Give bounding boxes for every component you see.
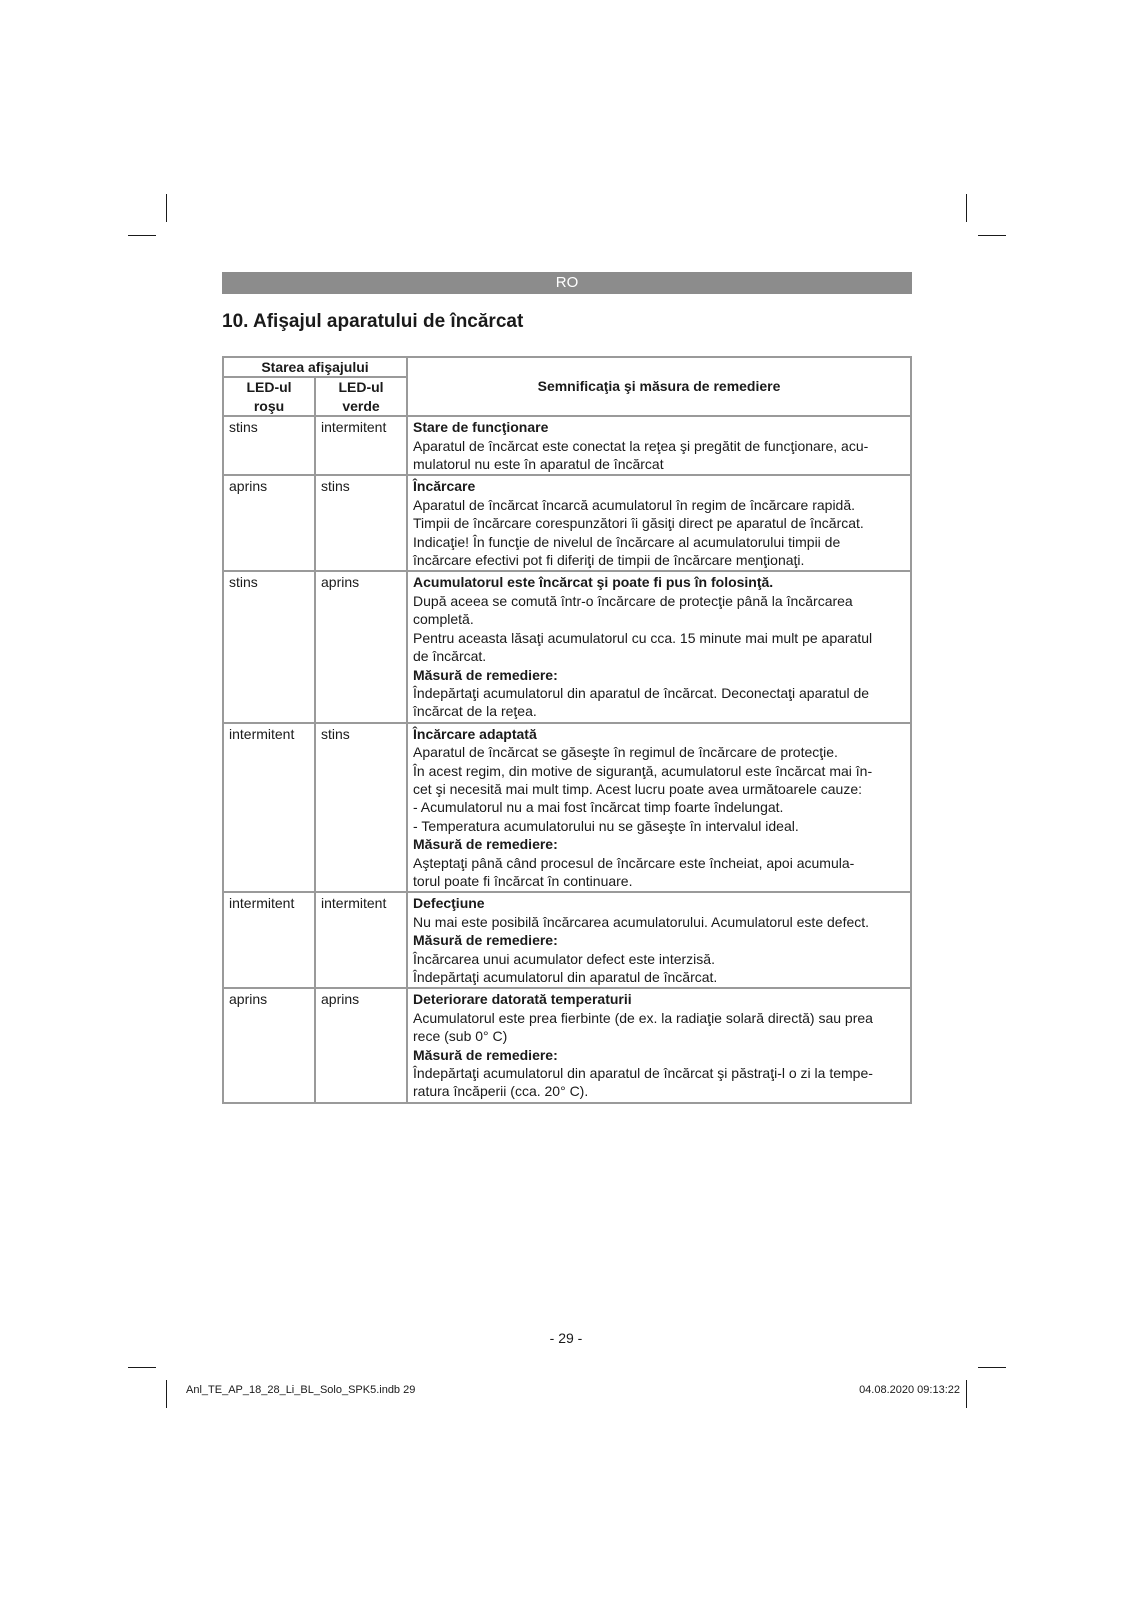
table-row (223, 475, 911, 571)
meaning-text: Aşteptaţi până când procesul de încărcare este încheiat, apoi acumula- (413, 854, 855, 871)
green-led-state: intermitent (315, 892, 407, 988)
meaning-text: Aparatul de încărcat încarcă acumulatorul în regim de încărcare rapidă. (413, 496, 856, 513)
table-row (223, 988, 911, 1102)
meaning-cell (407, 988, 911, 1102)
meaning-text: Pentru aceasta lăsaţi acumulatorul cu cca. 15 minute mai mult pe aparatul (413, 629, 873, 646)
green-led-header: LED-ul verde (315, 377, 407, 416)
meaning-text: de încărcat. (413, 648, 487, 665)
meaning-cell (407, 892, 911, 988)
crop-mark (128, 235, 156, 236)
meaning-cell (407, 475, 911, 571)
meaning-heading: Măsură de remediere: (413, 836, 558, 853)
meaning-text: încărcat de la reţea. (413, 703, 537, 720)
meaning-text: mulatorul nu este în aparatul de încărcat (413, 456, 664, 473)
page-number: - 29 - (549, 1330, 583, 1346)
table-row (223, 723, 911, 893)
red-led-state: intermitent (223, 723, 315, 893)
meaning-header: Semnificaţia şi măsura de remediere (407, 357, 911, 416)
red-led-state: intermitent (223, 892, 315, 988)
meaning-text: - Acumulatorul nu a mai fost încărcat timp foarte îndelungat. (413, 799, 784, 816)
meaning-text: Indicaţie! În funcţie de nivelul de încărcare al acumulatorului timpii de (413, 533, 841, 550)
red-led-state: aprins (223, 475, 315, 571)
footer-file: Anl_TE_AP_18_28_Li_BL_Solo_SPK5.indb 29 (186, 1384, 416, 1396)
meaning-heading: Măsură de remediere: (413, 666, 558, 683)
green-led-state: stins (315, 723, 407, 893)
red-led-state: stins (223, 416, 315, 475)
meaning-cell (407, 571, 911, 722)
language-bar: RO (222, 272, 912, 294)
meaning-text: - Temperatura acumulatorului nu se găseşte în intervalul ideal. (413, 817, 799, 834)
meaning-text: Îndepărtaţi acumulatorul din aparatul de încărcat. Deconectaţi aparatul de (413, 684, 870, 701)
meaning-heading: Încărcare (413, 478, 476, 495)
meaning-text: ratura încăperii (cca. 20° C). (413, 1083, 589, 1100)
meaning-heading: Măsură de remediere: (413, 1046, 558, 1063)
meaning-text: Aparatul de încărcat se găseşte în regimul de încărcare de protecţie. (413, 744, 838, 761)
display-status-table (222, 356, 912, 1104)
meaning-heading: Acumulatorul este încărcat şi poate fi pus în folosinţă. (413, 574, 774, 591)
meaning-text: În acest regim, din motive de siguranţă, acumulatorul este încărcat mai în- (413, 762, 873, 779)
table-row (223, 892, 911, 988)
meaning-heading: Stare de funcţionare (413, 419, 549, 436)
green-led-state: aprins (315, 988, 407, 1102)
green-led-state: intermitent (315, 416, 407, 475)
meaning-text: rece (sub 0° C) (413, 1028, 508, 1045)
red-led-state: aprins (223, 988, 315, 1102)
meaning-cell (407, 416, 911, 475)
meaning-text: Nu mai este posibilă încărcarea acumulatorului. Acumulatorul este defect. (413, 913, 870, 930)
green-led-state: stins (315, 475, 407, 571)
crop-mark (166, 1380, 167, 1408)
red-led-state: stins (223, 571, 315, 722)
meaning-text: cet şi necesită mai mult timp. Acest lucru poate avea următoarele cauze: (413, 780, 863, 797)
crop-mark (966, 1380, 967, 1408)
meaning-text: Timpii de încărcare corespunzători îi găsiţi direct pe aparatul de încărcat. (413, 515, 864, 532)
meaning-text: Aparatul de încărcat este conectat la reţea şi pregătit de funcţionare, acu- (413, 437, 869, 454)
meaning-heading: Măsură de remediere: (413, 932, 558, 949)
crop-mark (128, 1367, 156, 1368)
meaning-text: Acumulatorul este prea fierbinte (de ex. la radiaţie solară directă) sau prea (413, 1009, 873, 1026)
meaning-heading: Deteriorare datorată temperaturii (413, 991, 632, 1008)
meaning-text: încărcare efectivi pot fi diferiţi de timpii de încărcare menţionaţi. (413, 552, 805, 569)
table-row (223, 571, 911, 722)
table-row (223, 416, 911, 475)
meaning-text: Încărcarea unui acumulator defect este interzisă. (413, 950, 715, 967)
crop-mark (966, 194, 967, 222)
meaning-cell (407, 723, 911, 893)
meaning-text: Îndepărtaţi acumulatorul din aparatul de încărcat şi păstraţi-l o zi la tempe- (413, 1065, 873, 1082)
meaning-heading: Defecţiune (413, 895, 485, 912)
table-body (223, 416, 911, 1103)
meaning-heading: Încărcare adaptată (413, 725, 537, 742)
crop-mark (978, 235, 1006, 236)
red-led-header: LED-ul roşu (223, 377, 315, 416)
section-title: 10. Afişajul aparatului de încărcat (222, 311, 524, 332)
meaning-text: După aceea se comută într-o încărcare de protecţie până la încărcarea (413, 592, 853, 609)
footer-timestamp: 04.08.2020 09:13:22 (859, 1384, 960, 1396)
green-led-state: aprins (315, 571, 407, 722)
meaning-text: completă. (413, 611, 474, 628)
group-header: Starea afişajului (223, 357, 407, 377)
meaning-text: Îndepărtaţi acumulatorul din aparatul de încărcat. (413, 969, 718, 985)
crop-mark (166, 194, 167, 222)
meaning-text: torul poate fi încărcat în continuare. (413, 872, 633, 889)
crop-mark (978, 1367, 1006, 1368)
